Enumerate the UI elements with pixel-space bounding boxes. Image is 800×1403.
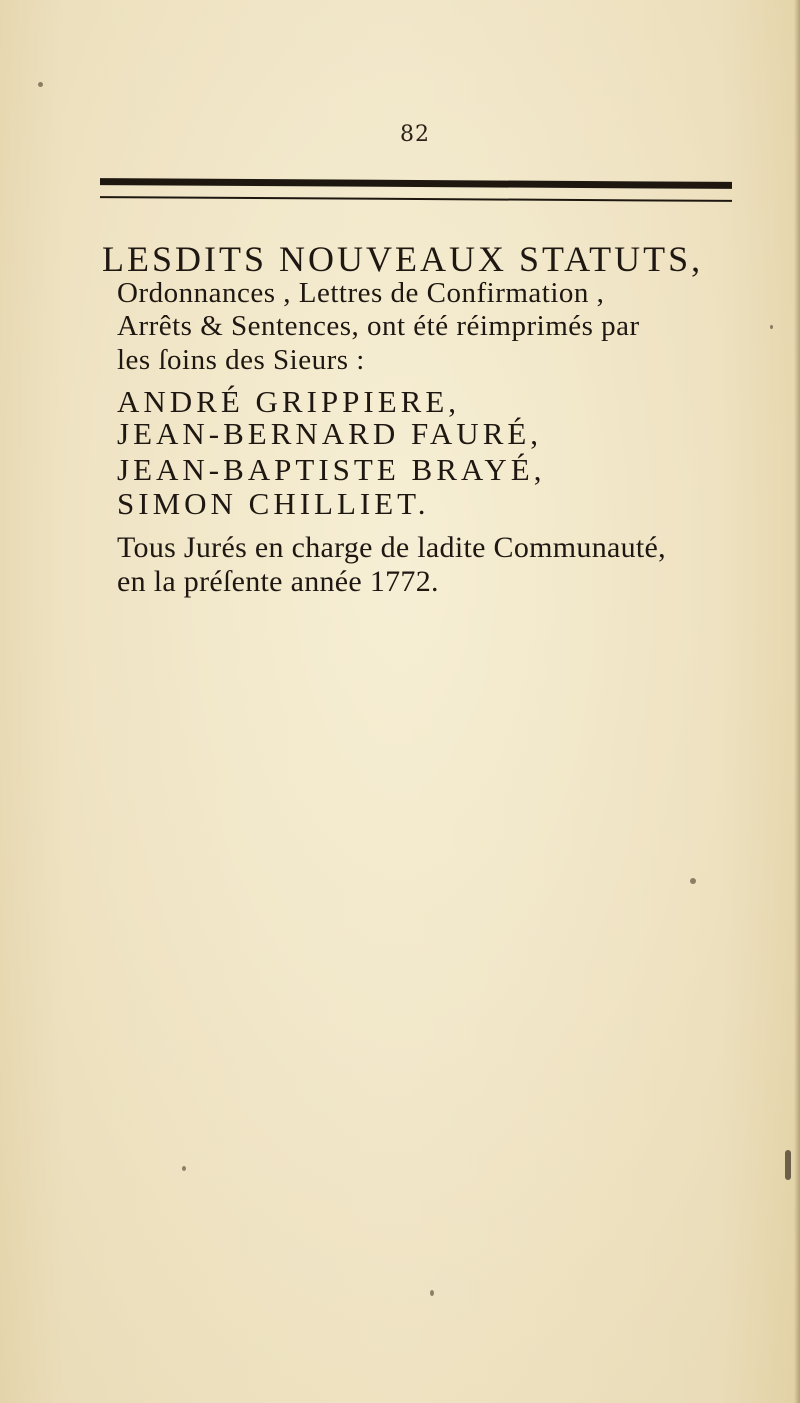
page-edge-shadow	[794, 0, 800, 1403]
show-through-text	[130, 150, 137, 182]
body-line: Ordonnances , Lettres de Confirmation ,	[117, 277, 605, 309]
juror-name: ANDRÉ GRIPPIERE,	[117, 384, 461, 419]
ink-spot	[785, 1150, 791, 1180]
ink-spot	[38, 82, 43, 87]
closing-line: en la préſente année 1772.	[117, 565, 439, 598]
ink-spot	[182, 1166, 186, 1171]
ink-spot	[770, 325, 773, 329]
juror-name: JEAN-BAPTISTE BRAYÉ,	[117, 452, 546, 487]
page-number: 82	[400, 122, 430, 147]
section-heading: LESDITS NOUVEAUX STATUTS,	[102, 239, 704, 279]
body-line: les ſoins des Sieurs :	[117, 344, 365, 376]
juror-name: SIMON CHILLIET.	[117, 486, 430, 521]
ink-spot	[690, 878, 696, 884]
ink-spot	[430, 1290, 434, 1296]
juror-name: JEAN-BERNARD FAURÉ,	[117, 416, 543, 451]
closing-line: Tous Jurés en charge de ladite Communauté,	[117, 531, 666, 564]
body-line: Arrêts & Sentences, ont été réimprimés par	[117, 310, 640, 342]
